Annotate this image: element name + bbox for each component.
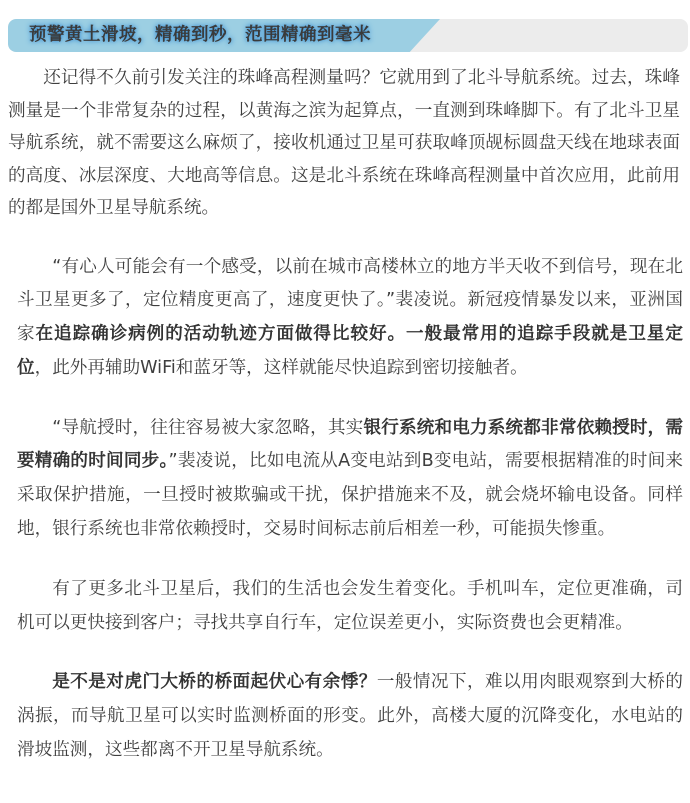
- section-header: [8, 19, 688, 52]
- text-segment: ”裴凌说，比如电流从A变电站到B变电站，需要根据精准的时间来采取保护措施，一旦授时被欺骗或干扰，保护措施来不及，就会烧坏输电设备。同样地，银行系统也非常依赖授时，交易时间标志前后相差一秒，可能损失惨重。: [17, 451, 683, 540]
- text-segment: 有了更多北斗卫星后，我们的生活也会发生着变化。手机叫车，定位更准确，司机可以更快接到客户；寻找共享自行车，定位误差更小，实际资费也会更精准。: [17, 578, 683, 633]
- text-segment: ，此外再辅助WiFi和蓝牙等，这样就能尽快追踪到密切接触者。: [34, 357, 528, 378]
- text-segment: “导航授时，往往容易被大家忽略，其实: [52, 417, 364, 438]
- bold-text-segment: 在追踪确诊病例的活动轨迹方面做得比较好。一般最常用的追踪手段就是卫星定位: [17, 324, 683, 378]
- section-title: 预警黄土滑坡，精确到秒，范围精确到毫米: [29, 25, 371, 45]
- bold-text-segment: 银行系统和电力系统都非常依赖授时，需要精确的时间同步。: [17, 417, 683, 472]
- paragraph-bridge-monitoring: [0, 666, 683, 767]
- bold-text-segment: 是不是对虎门大桥的桥面起伏心有余悸？: [52, 672, 377, 693]
- text-segment: 还记得不久前引发关注的珠峰高程测量吗？它就用到了北斗导航系统。过去，珠峰测量是一个非常复杂的过程，以黄海之滨为起算点，一直测到珠峰脚下。有了北斗卫星导航系统，就不需要这么麻烦了，接收机通过卫星可获取峰顶觇标圆盘天线在地球表面的高度、冰层深度、大地高等信息。这是北斗系统在珠峰高程测量中首次应用，此前用的都是国外卫星导航系统。: [8, 68, 680, 218]
- text-segment: 一般情况下，难以用肉眼观察到大桥的涡振，而导航卫星可以实时监测桥面的形变。此外，高楼大厦的沉降变化，水电站的滑坡监测，这些都离不开卫星导航系统。: [17, 672, 683, 761]
- paragraph-daily-life: [0, 573, 683, 641]
- article-body: [0, 62, 690, 768]
- paragraph-beidou-everest: [0, 62, 680, 225]
- paragraph-positioning-accuracy: [0, 251, 683, 386]
- text-segment: “有心人可能会有一个感受，以前在城市高楼林立的地方半天收不到信号，现在北斗卫星更多了，定位精度更高了，速度更快了。”裴凌说。新冠疫情暴发以来，亚洲国家: [17, 256, 683, 345]
- paragraph-timing-service: [0, 412, 683, 547]
